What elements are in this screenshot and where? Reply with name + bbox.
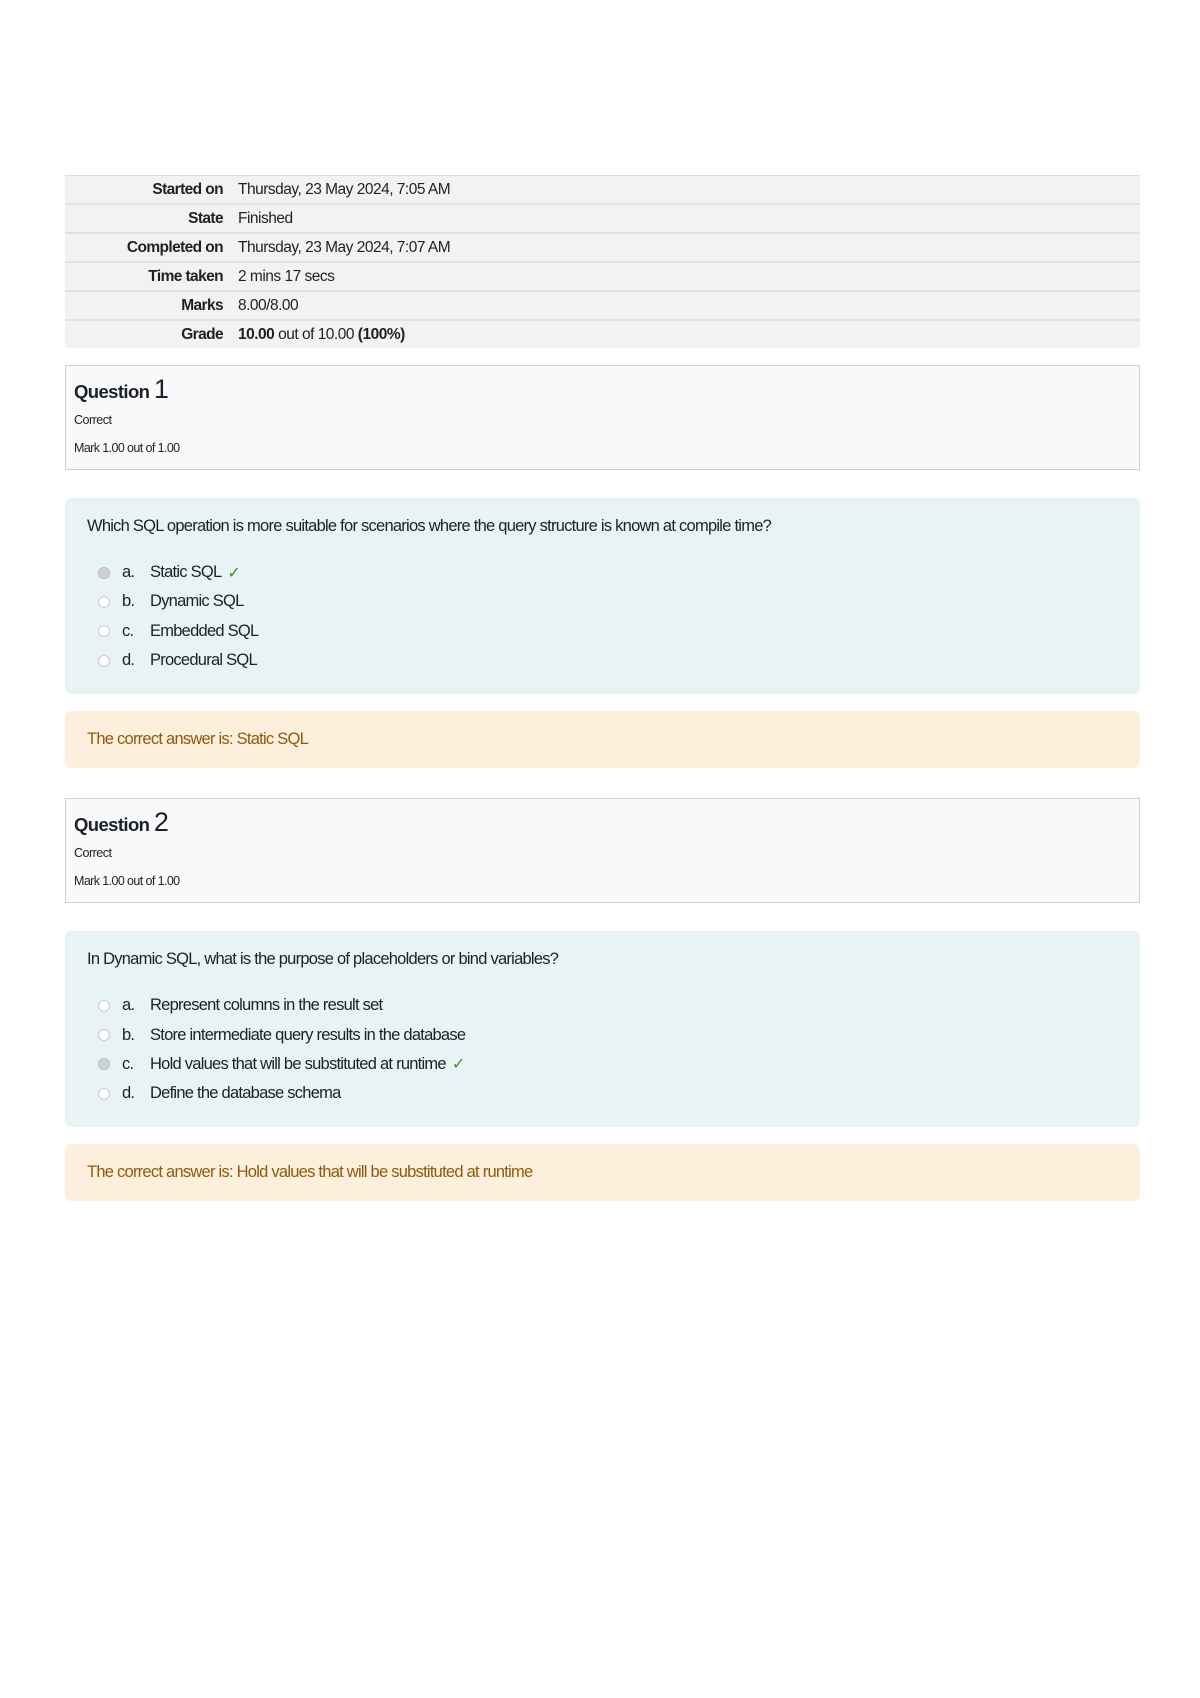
attempt-summary-table: [65, 175, 1140, 348]
radio-button[interactable]: [98, 655, 110, 667]
summary-label: Completed on: [126, 238, 223, 256]
radio-button[interactable]: [98, 1029, 110, 1041]
question-content: [65, 931, 1140, 1127]
answer-list: [87, 558, 1118, 675]
grade-out-of: out of 10.00: [274, 325, 358, 343]
summary-value: 2 mins 17 secs: [238, 267, 335, 285]
answer-letter: b.: [122, 592, 135, 611]
answer-option-c: [87, 617, 1118, 646]
summary-value: Thursday, 23 May 2024, 7:07 AM: [238, 238, 451, 256]
question-heading: [74, 807, 1131, 840]
answer-letter: d.: [122, 651, 135, 670]
summary-value: 8.00/8.00: [238, 296, 299, 314]
radio-button[interactable]: [98, 596, 110, 608]
answer-letter: b.: [122, 1025, 135, 1044]
question-number: 2: [153, 807, 169, 838]
answer-list: [87, 991, 1118, 1108]
answer-option-d: [87, 1079, 1118, 1108]
summary-row-grade: [65, 320, 1140, 348]
question-heading: [74, 374, 1131, 407]
summary-value: Thursday, 23 May 2024, 7:05 AM: [238, 180, 451, 198]
answer-option-d: [87, 646, 1118, 675]
radio-button[interactable]: [98, 1088, 110, 1100]
question-info: [65, 798, 1140, 903]
question-text: Which SQL operation is more suitable for scenarios where the query structure is known at compile time?: [87, 517, 772, 535]
question-text: In Dynamic SQL, what is the purpose of placeholders or bind variables?: [87, 950, 559, 969]
answer-text: Embedded SQL: [150, 621, 259, 640]
question-2: [65, 798, 1140, 1201]
question-mark: Mark 1.00 out of 1.00: [74, 441, 180, 455]
checkmark-icon: ✓: [227, 564, 241, 582]
answer-text: Hold values that will be substituted at runtime: [150, 1054, 446, 1073]
answer-text: Represent columns in the result set: [150, 996, 383, 1015]
question-heading-label: Question: [74, 814, 150, 836]
answer-letter: a.: [122, 996, 135, 1015]
question-number: 1: [153, 374, 169, 404]
question-state: Correct: [74, 846, 112, 861]
question-mark: Mark 1.00 out of 1.00: [74, 874, 180, 889]
answer-letter: a.: [122, 563, 135, 582]
answer-letter: c.: [122, 621, 134, 640]
summary-row-marks: [65, 291, 1140, 320]
answer-text: Dynamic SQL: [150, 592, 244, 611]
summary-label: State: [188, 209, 223, 227]
summary-label: Started on: [152, 180, 223, 198]
answer-text: Procedural SQL: [150, 651, 257, 670]
answer-letter: d.: [122, 1084, 135, 1103]
answer-letter: c.: [122, 1054, 134, 1073]
question-content: [65, 498, 1140, 694]
summary-row-started: [65, 176, 1140, 205]
question-state: Correct: [74, 413, 112, 427]
summary-row-completed: [65, 233, 1140, 262]
summary-value: Finished: [238, 209, 293, 227]
answer-option-a: [87, 991, 1118, 1020]
question-1: [65, 365, 1140, 768]
radio-button[interactable]: [98, 625, 110, 637]
answer-option-c: [87, 1050, 1118, 1079]
answer-option-b: [87, 1020, 1118, 1049]
grade-percent: (100%): [357, 325, 405, 343]
summary-label: Time taken: [148, 267, 223, 285]
summary-label: Grade: [181, 325, 223, 343]
summary-row-state: [65, 204, 1140, 233]
quiz-review-page: [65, 175, 1140, 1231]
radio-button[interactable]: [98, 1000, 110, 1012]
checkmark-icon: ✓: [451, 1056, 465, 1074]
question-heading-label: Question: [74, 381, 150, 402]
answer-option-a: [87, 558, 1118, 587]
radio-button-selected[interactable]: [98, 1058, 110, 1070]
answer-text: Static SQL: [150, 563, 222, 582]
summary-value: [232, 320, 1140, 348]
answer-text: Store intermediate query results in the database: [150, 1025, 466, 1044]
summary-row-time-taken: [65, 262, 1140, 291]
radio-button-selected[interactable]: [98, 567, 110, 579]
grade-score: 10.00: [238, 325, 275, 343]
answer-option-b: [87, 587, 1118, 616]
answer-text: Define the database schema: [150, 1084, 341, 1103]
correct-answer-feedback: The correct answer is: Static SQL: [65, 711, 1140, 768]
correct-answer-feedback: The correct answer is: Hold values that will be substituted at runtime: [65, 1144, 1140, 1201]
question-info: [65, 365, 1140, 470]
summary-label: Marks: [181, 296, 223, 314]
